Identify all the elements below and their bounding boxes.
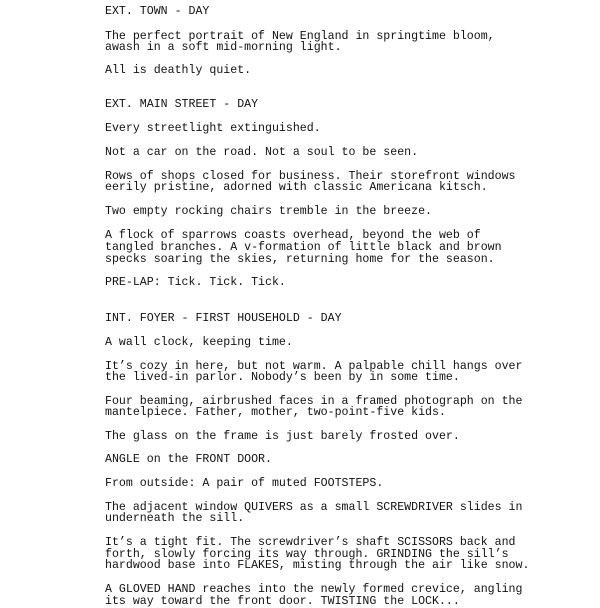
action-line: hardwood base into FLAKES, misting through the air like snow. xyxy=(105,559,530,572)
action-line: The perfect portrait of New England in springtime bloom, xyxy=(105,30,495,43)
action-line: A wall clock, keeping time. xyxy=(105,336,293,349)
scene-heading: EXT. TOWN - DAY xyxy=(105,5,210,18)
action-line: The glass on the frame is just barely frosted over. xyxy=(105,430,460,443)
action-line: forth, slowly forcing its way through. GRINDING the sill’s xyxy=(105,548,509,561)
action-line: Not a car on the road. Not a soul to be seen. xyxy=(105,146,419,159)
action-line: eerily pristine, adorned with classic Americana kitsch. xyxy=(105,181,488,194)
action-line: A GLOVED HAND reaches into the newly formed crevice, angling xyxy=(105,583,523,596)
action-line: mantelpiece. Father, mother, two-point-five kids. xyxy=(105,406,446,419)
action-line: specks soaring the skies, returning home for the season. xyxy=(105,253,495,266)
action-line: Rows of shops closed for business. Their storefront windows xyxy=(105,170,516,183)
action-line: Four beaming, airbrushed faces in a framed photograph on the xyxy=(105,395,523,408)
action-line: From outside: A pair of muted FOOTSTEPS. xyxy=(105,477,384,490)
action-line: All is deathly quiet. xyxy=(105,64,252,77)
action-line: It’s cozy in here, but not warm. A palpable chill hangs over xyxy=(105,360,523,373)
action-line: tangled branches. A v-formation of little black and brown xyxy=(105,241,502,254)
action-line: The adjacent window QUIVERS as a small SCREWDRIVER slides in xyxy=(105,501,523,514)
action-line: ANGLE on the FRONT DOOR. xyxy=(105,453,272,466)
action-line: awash in a soft mid-morning light. xyxy=(105,41,342,54)
scene-heading: INT. FOYER - FIRST HOUSEHOLD - DAY xyxy=(105,312,342,325)
action-line: its way toward the front door. TWISTING the LOCK... xyxy=(105,595,460,608)
action-line: It’s a tight fit. The screwdriver’s shaft SCISSORS back and xyxy=(105,536,516,549)
action-line: A flock of sparrows coasts overhead, beyond the web of xyxy=(105,229,481,242)
action-line: Every streetlight extinguished. xyxy=(105,122,321,135)
scene-heading: EXT. MAIN STREET - DAY xyxy=(105,98,259,111)
transition-line: PRE-LAP: Tick. Tick. Tick. xyxy=(105,276,286,289)
action-line: Two empty rocking chairs tremble in the breeze. xyxy=(105,205,432,218)
action-line: the lived-in parlor. Nobody’s been by in some time. xyxy=(105,371,460,384)
action-line: underneath the sill. xyxy=(105,512,245,525)
